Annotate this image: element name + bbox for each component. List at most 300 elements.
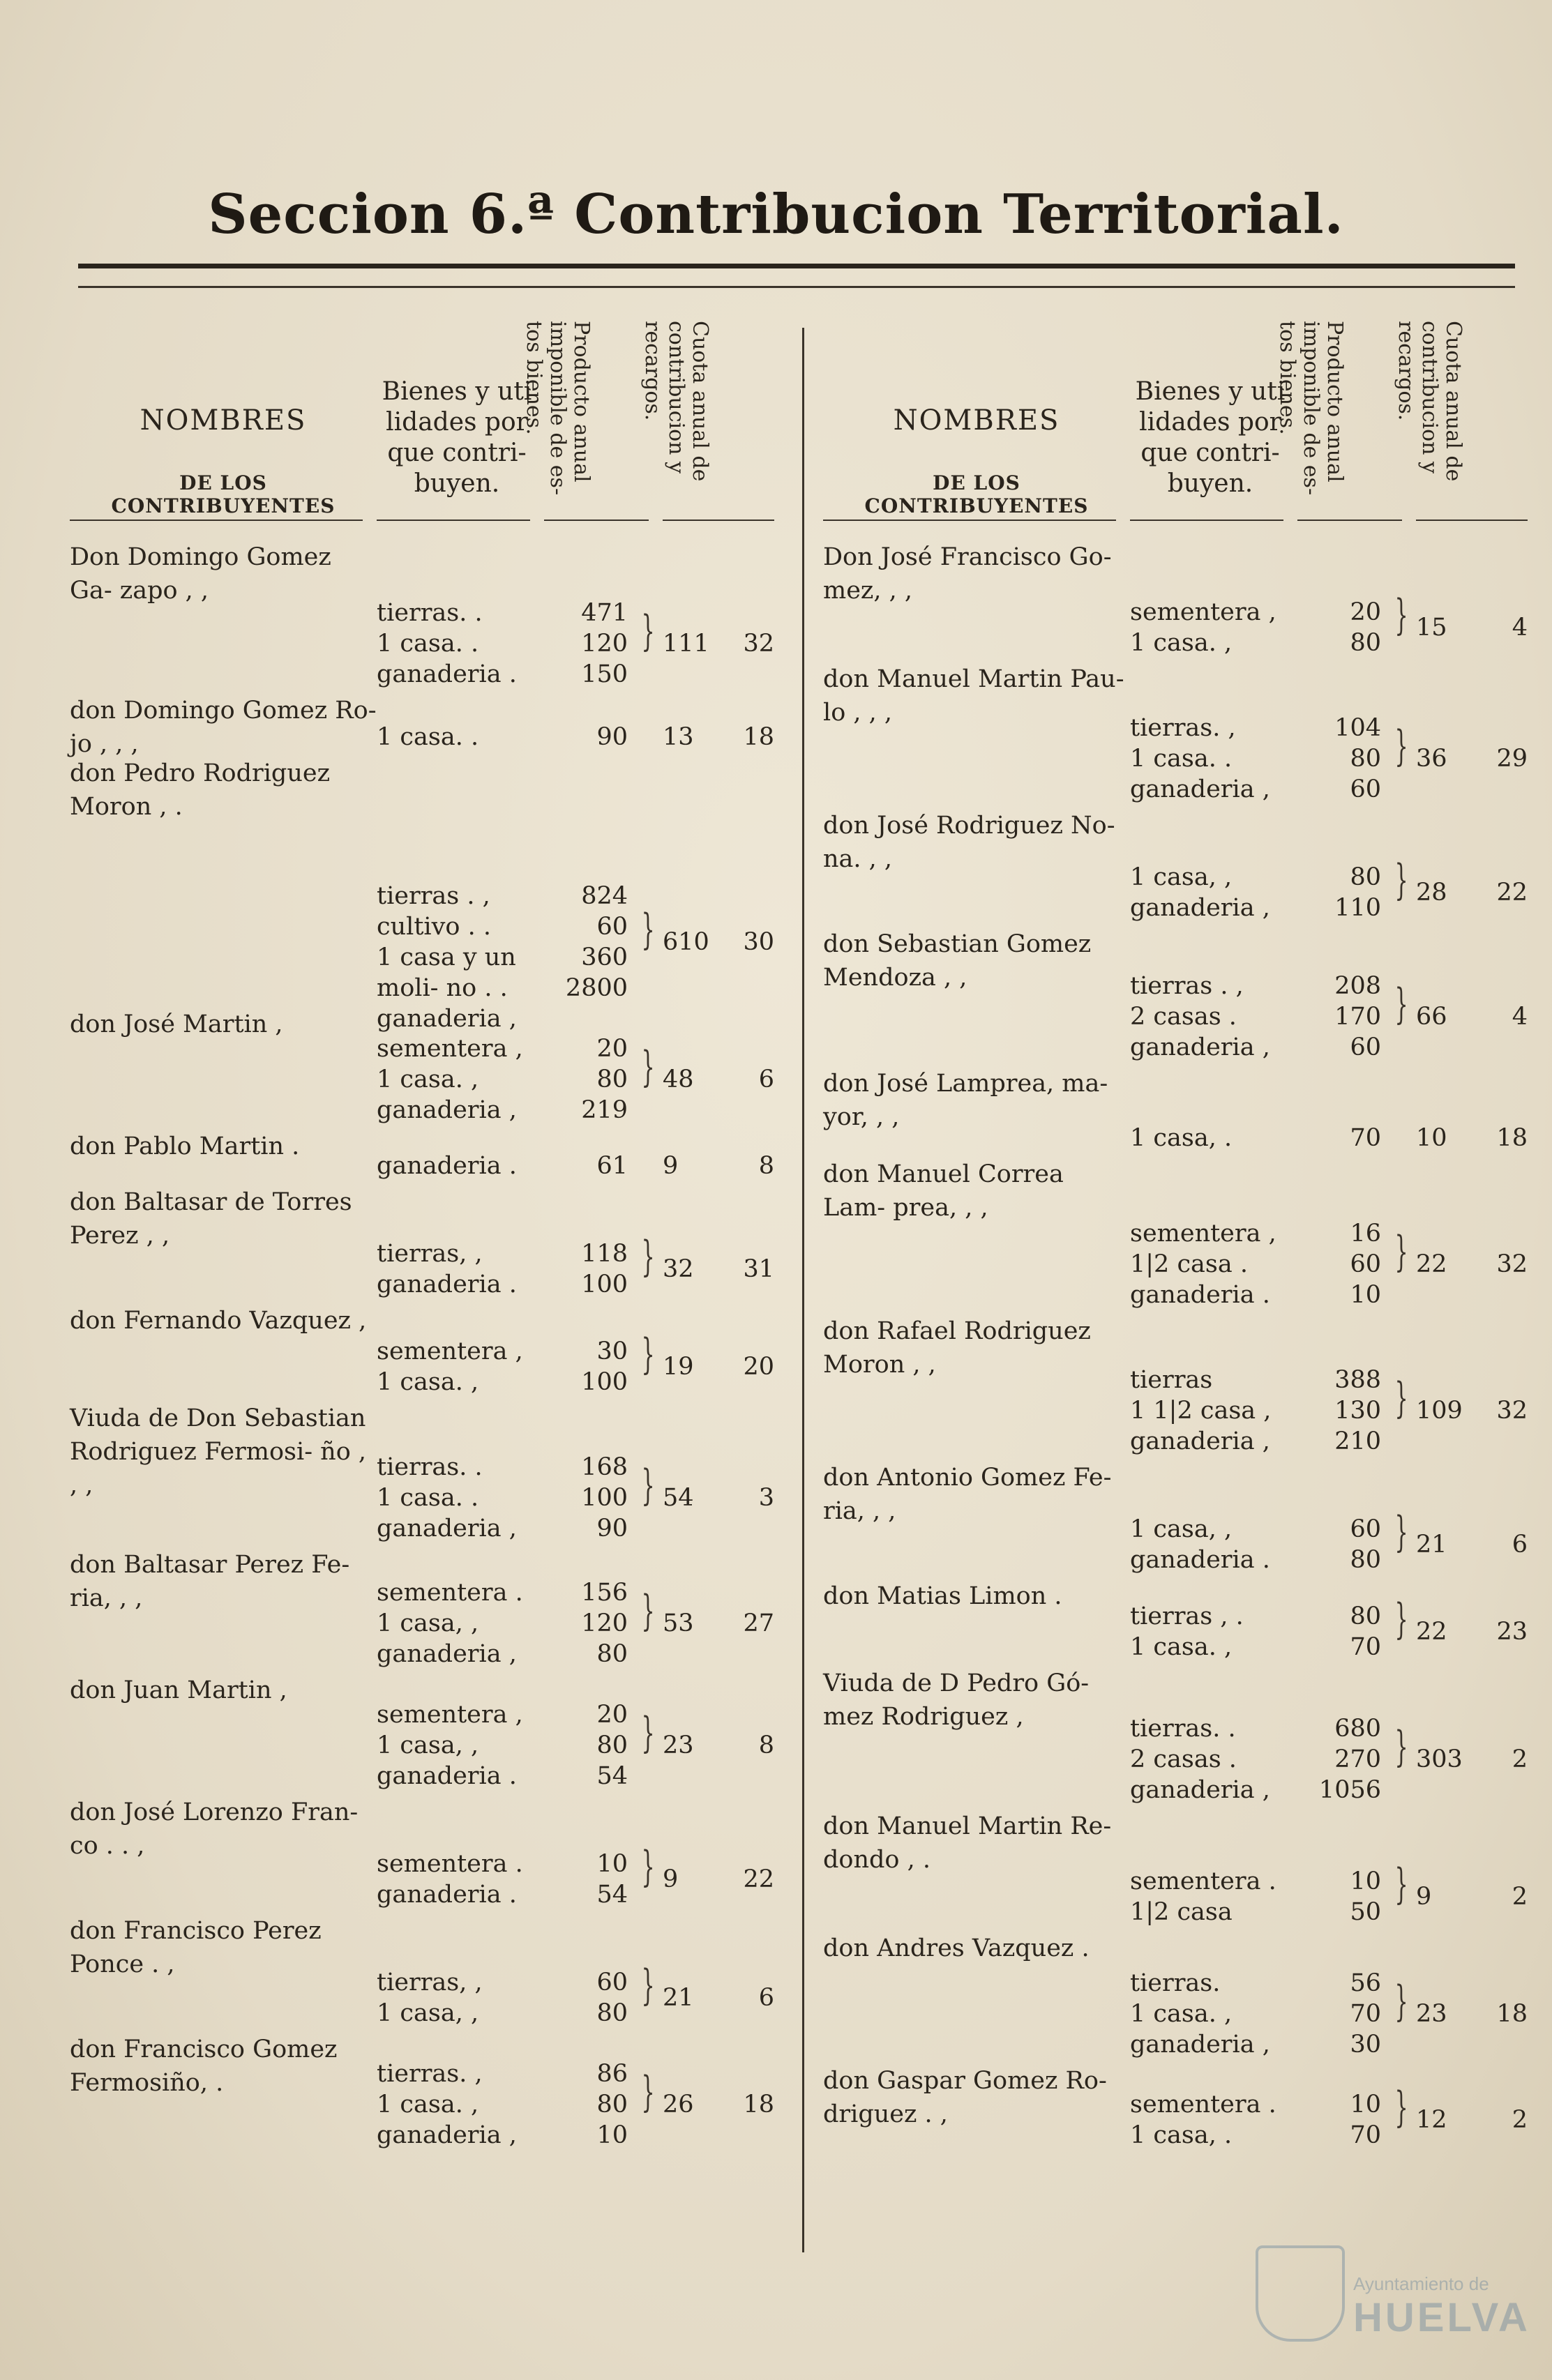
contributor-entry	[70, 2033, 781, 2155]
bienes-item: ganaderia .	[377, 1881, 517, 1909]
contributor-name: don Fernando Vazquez ,	[70, 1307, 367, 1335]
cuota-reales: 12	[1416, 2106, 1447, 2134]
bienes-item: 1|2 casa	[1130, 1898, 1233, 1926]
stamp-line2: HUELVA	[1353, 2295, 1530, 2340]
right-header	[823, 307, 1535, 540]
producto-value: 100	[581, 1271, 628, 1298]
bienes-list	[377, 1967, 530, 2029]
cuota-maravedis: 2	[1512, 1883, 1528, 1911]
names-header-subtitle: DE LOS CONTRIBUYENTES	[864, 471, 1089, 517]
producto-values	[1297, 862, 1381, 923]
cuota-reales: 26	[663, 2091, 694, 2118]
cuota-maravedis: 29	[1496, 745, 1528, 773]
producto-value: 30	[1350, 2031, 1381, 2059]
bienes-item: sementera .	[377, 1850, 523, 1878]
producto-values	[1297, 1866, 1381, 1927]
cuota-maravedis: 32	[743, 630, 774, 658]
bienes-list	[377, 598, 530, 690]
left-column	[70, 307, 781, 2155]
brace-icon: }	[1394, 1508, 1408, 1556]
producto-value: 168	[581, 1453, 628, 1481]
cuota-value	[663, 1483, 774, 1513]
header-rule	[823, 520, 1116, 521]
producto-value: 60	[1350, 1250, 1381, 1278]
bienes-header: Bienes y uti lidades por que contri- buyen.	[382, 377, 532, 498]
bienes-item: 1 casa, ,	[377, 1999, 479, 2027]
cuota-reales: 22	[1416, 1618, 1447, 1646]
cuota-maravedis: 8	[758, 1152, 774, 1180]
producto-value: 60	[596, 913, 628, 941]
bienes-item: ganaderia .	[1130, 1546, 1270, 1574]
brace-icon: }	[641, 1330, 655, 1379]
brace-icon: }	[1394, 2083, 1408, 2132]
producto-value: 70	[1350, 1124, 1381, 1152]
cuota-maravedis: 18	[1496, 1124, 1528, 1152]
producto-value: 20	[1350, 598, 1381, 626]
header-rule	[70, 520, 363, 521]
bienes-item: 1 casa. .	[377, 723, 479, 751]
contributor-entry	[823, 540, 1535, 662]
producto-value: 80	[1350, 1602, 1381, 1630]
bienes-item: ganaderia .	[377, 1271, 517, 1298]
producto-value: 130	[1334, 1397, 1381, 1425]
producto-value: 120	[581, 1609, 628, 1637]
header-rule	[544, 520, 649, 521]
cuota-reales: 109	[1416, 1397, 1463, 1425]
producto-values	[1297, 1713, 1381, 1805]
producto-values	[1297, 1514, 1381, 1575]
producto-value: 270	[1334, 1745, 1381, 1773]
brace-icon: }	[1394, 1860, 1408, 1909]
bienes-item: tierras . ,	[1130, 972, 1244, 1000]
bienes-item: tierras , .	[1130, 1602, 1244, 1630]
bienes-item: cultivo . .	[377, 913, 491, 941]
cuota-value	[1416, 1881, 1528, 1912]
bienes-list	[1130, 862, 1283, 923]
cuota-maravedis: 31	[743, 1255, 774, 1283]
bienes-item: tierras. ,	[1130, 714, 1236, 742]
producto-value: 10	[1350, 1281, 1381, 1309]
producto-value: 680	[1334, 1715, 1381, 1743]
bienes-item: 1 casa, .	[1130, 1124, 1233, 1152]
cuota-value	[663, 1351, 774, 1382]
brace-icon: }	[1394, 591, 1408, 639]
names-header	[70, 307, 377, 516]
producto-value: 208	[1334, 972, 1381, 1000]
bienes-item: 1 casa. ,	[1130, 1633, 1233, 1661]
cuota-reales: 66	[1416, 1003, 1447, 1031]
cuota-value	[1416, 1001, 1528, 1032]
bienes-item: 1 casa y un moli- no . .	[377, 943, 516, 1002]
cuota-reales: 28	[1416, 879, 1447, 907]
contributor-entry	[70, 694, 781, 757]
contributor-name: don Francisco Perez Ponce . ,	[70, 1917, 322, 1978]
bienes-list	[377, 1577, 530, 1669]
producto-value: 80	[596, 2091, 628, 2118]
right-entries	[823, 540, 1535, 2155]
bienes-item: 2 casas .	[1130, 1003, 1237, 1031]
contributor-name: don Rafael Rodriguez Moron , ,	[823, 1317, 1091, 1379]
producto-values	[544, 598, 628, 690]
producto-value: 54	[596, 1762, 628, 1790]
cuota-reales: 53	[663, 1609, 694, 1637]
producto-value: 90	[596, 723, 628, 751]
cuota-reales: 9	[663, 1865, 679, 1893]
cuota-value	[663, 1064, 774, 1095]
bienes-item: sementera .	[377, 1579, 523, 1607]
producto-header: Producto anual imponible de es- tos bienes.	[1275, 321, 1347, 496]
producto-value: 60	[1350, 1515, 1381, 1543]
bienes-list	[1130, 1713, 1283, 1805]
bienes-item: ganaderia ,	[377, 1005, 517, 1033]
producto-value: 80	[596, 1999, 628, 2027]
bienes-item: 1|2 casa .	[1130, 1250, 1249, 1278]
producto-value: 110	[1334, 894, 1381, 922]
cuota-reales: 13	[663, 723, 694, 751]
brace-icon: }	[1394, 1374, 1408, 1423]
brace-icon: }	[641, 1586, 655, 1635]
producto-value: 56	[1350, 1969, 1381, 1997]
bienes-item: sementera .	[1130, 2091, 1276, 2118]
header-rule	[1130, 520, 1283, 521]
bienes-list	[377, 1336, 530, 1397]
bienes-item: ganaderia ,	[1130, 775, 1270, 803]
bienes-item: sementera ,	[1130, 1220, 1276, 1248]
cuota-value	[1416, 743, 1528, 774]
bienes-item: sementera ,	[1130, 598, 1276, 626]
producto-values	[1297, 1218, 1381, 1310]
contributor-name: don Manuel Martin Re- dondo , .	[823, 1812, 1112, 1874]
producto-value: 70	[1350, 2000, 1381, 2028]
bienes-item: ganaderia .	[377, 1152, 517, 1180]
cuota-value	[663, 927, 774, 957]
bienes-item: sementera .	[1130, 1867, 1276, 1895]
cuota-reales: 23	[1416, 2000, 1447, 2028]
producto-values	[544, 1849, 628, 1910]
header-rule	[663, 520, 774, 521]
bienes-list	[1130, 713, 1283, 805]
contributor-entry	[70, 1914, 781, 2033]
names-header-subtitle: DE LOS CONTRIBUYENTES	[111, 471, 336, 517]
producto-value: 61	[596, 1152, 628, 1180]
producto-values	[544, 1452, 628, 1544]
cuota-reales: 9	[1416, 1883, 1432, 1911]
contributor-entry	[70, 1130, 781, 1185]
header-rule	[1297, 520, 1402, 521]
contributor-name: don José Rodriguez No- na. , ,	[823, 812, 1115, 873]
contributor-name: don Pablo Martin .	[70, 1132, 300, 1160]
cuota-maravedis: 8	[758, 1731, 774, 1759]
names-header	[823, 307, 1130, 516]
bienes-item: 1 casa, ,	[1130, 1515, 1233, 1543]
cuota-maravedis: 23	[1496, 1618, 1528, 1646]
top-rule	[78, 264, 1515, 268]
producto-value: 100	[581, 1484, 628, 1512]
bienes-item: 2 casas .	[1130, 1745, 1237, 1773]
cuota-reales: 48	[663, 1066, 694, 1093]
producto-value: 86	[596, 2060, 628, 2088]
cuota-header: Cuota anual de contribucion y recargos.	[1394, 321, 1466, 482]
cuota-value	[1416, 1395, 1528, 1426]
cuota-maravedis: 3	[758, 1484, 774, 1512]
bienes-item: ganaderia .	[377, 660, 517, 688]
bienes-list	[1130, 1866, 1283, 1927]
bienes-item: 1 casa, .	[1130, 2121, 1233, 2149]
cuota-reales: 23	[663, 1731, 694, 1759]
producto-values	[1297, 1365, 1381, 1457]
contributor-entry	[70, 1548, 781, 1674]
contributor-entry	[823, 1158, 1535, 1314]
cuota-reales: 10	[1416, 1124, 1447, 1152]
brace-icon: }	[1394, 856, 1408, 904]
bienes-item: ganaderia ,	[1130, 1033, 1270, 1061]
brace-icon: }	[1394, 1227, 1408, 1276]
bienes-list	[377, 1699, 530, 1791]
contributor-name: don Matias Limon .	[823, 1582, 1062, 1610]
bienes-header: Bienes y uti lidades por que contri- buyen.	[1135, 377, 1286, 498]
bienes-list	[1130, 1968, 1283, 2060]
cuota-header: Cuota anual de contribucion y recargos.	[640, 321, 712, 482]
cuota-value	[663, 628, 774, 659]
producto-values	[544, 1577, 628, 1669]
brace-icon: }	[1394, 1977, 1408, 2026]
contributor-entry	[70, 1185, 781, 1304]
producto-values	[1297, 1123, 1381, 1153]
producto-value: 10	[596, 2121, 628, 2149]
bienes-item: ganaderia ,	[377, 1640, 517, 1668]
contributor-entry	[823, 809, 1535, 927]
cuota-value	[1416, 1123, 1528, 1153]
cuota-maravedis: 2	[1512, 2106, 1528, 2134]
cuota-value	[663, 1730, 774, 1761]
contributor-name: Don José Francisco Go- mez, , ,	[823, 543, 1112, 605]
cuota-maravedis: 4	[1512, 614, 1528, 642]
producto-value: 70	[1350, 2121, 1381, 2149]
bienes-item: ganaderia ,	[377, 1515, 517, 1543]
brace-icon: }	[641, 2068, 655, 2116]
producto-values	[1297, 971, 1381, 1063]
cuota-reales: 21	[1416, 1531, 1447, 1559]
contributor-entry	[823, 1810, 1535, 1932]
contributor-entry	[823, 1461, 1535, 1579]
contributor-name: don Pedro Rodriguez Moron , .	[70, 759, 331, 821]
producto-values	[544, 1699, 628, 1791]
producto-values	[1297, 1968, 1381, 2060]
cuota-value	[1416, 1529, 1528, 1560]
bienes-item: 1 casa. ,	[1130, 2000, 1233, 2028]
producto-values	[1297, 597, 1381, 658]
producto-value: 10	[1350, 1867, 1381, 1895]
contributor-name: don Manuel Martin Pau- lo , , ,	[823, 665, 1124, 727]
contributor-name: don Antonio Gomez Fe- ria, , ,	[823, 1464, 1112, 1525]
contributor-entry	[70, 540, 781, 694]
bienes-list	[377, 1452, 530, 1544]
producto-value: 10	[1350, 2091, 1381, 2118]
bienes-item: ganaderia ,	[377, 2121, 517, 2149]
brace-icon: }	[641, 1842, 655, 1891]
bienes-item: sementera ,	[377, 1701, 523, 1729]
cuota-maravedis: 18	[1496, 2000, 1528, 2028]
producto-value: 824	[581, 882, 628, 910]
left-header	[70, 307, 781, 540]
producto-values	[544, 1967, 628, 2029]
bienes-item: ganaderia ,	[1130, 894, 1270, 922]
cuota-maravedis: 20	[743, 1353, 774, 1381]
bienes-item: sementera ,	[377, 1035, 523, 1063]
header-rule	[377, 520, 530, 521]
producto-value: 170	[1334, 1003, 1381, 1031]
bienes-item: sementera ,	[377, 1337, 523, 1365]
contributor-entry	[70, 1008, 781, 1130]
bienes-item: 1 casa, ,	[1130, 863, 1233, 891]
cuota-value	[663, 1608, 774, 1639]
contributor-name: don Francisco Gomez Fermosiño, .	[70, 2036, 338, 2097]
contributor-entry	[823, 1314, 1535, 1461]
producto-value: 60	[1350, 775, 1381, 803]
producto-values	[1297, 1601, 1381, 1662]
contributor-entry	[70, 1304, 781, 1402]
bienes-item: ganaderia .	[377, 1762, 517, 1790]
producto-value: 20	[596, 1035, 628, 1063]
producto-value: 90	[596, 1515, 628, 1543]
producto-values	[544, 2059, 628, 2151]
cuota-maravedis: 6	[1512, 1531, 1528, 1559]
left-entries	[70, 540, 781, 2155]
contributor-entry	[823, 662, 1535, 809]
cuota-value	[663, 1254, 774, 1284]
bienes-list	[377, 1849, 530, 1910]
cuota-maravedis: 22	[1496, 879, 1528, 907]
bienes-item: 1 casa. .	[1130, 745, 1233, 773]
producto-value: 120	[581, 630, 628, 658]
bienes-item: tierras . ,	[377, 882, 490, 910]
bienes-list	[1130, 1218, 1283, 1310]
archive-stamp	[1256, 2224, 1530, 2343]
bienes-item: ganaderia .	[1130, 1281, 1270, 1309]
bienes-item: 1 casa. ,	[377, 1066, 479, 1093]
producto-values	[544, 881, 628, 1003]
cuota-value	[663, 1864, 774, 1895]
bienes-list	[377, 1238, 530, 1300]
producto-values	[544, 1238, 628, 1300]
producto-value: 20	[596, 1701, 628, 1729]
bienes-item: 1 casa. ,	[1130, 629, 1233, 657]
bienes-list	[377, 722, 530, 752]
brace-icon: }	[641, 1461, 655, 1510]
producto-value: 118	[581, 1240, 628, 1268]
producto-value: 80	[1350, 745, 1381, 773]
bienes-list	[1130, 2089, 1283, 2151]
cuota-value	[1416, 1999, 1528, 2029]
bienes-item: ganaderia ,	[1130, 1776, 1270, 1804]
contributor-name: Viuda de D Pedro Gó- mez Rodriguez ,	[823, 1669, 1090, 1731]
bienes-list	[377, 2059, 530, 2151]
bienes-item: 1 casa. .	[377, 630, 479, 658]
contributor-entry	[70, 1402, 781, 1548]
cuota-maravedis: 18	[743, 2091, 774, 2118]
brace-icon: }	[641, 607, 655, 655]
cuota-value	[663, 722, 774, 752]
cuota-reales: 21	[663, 1984, 694, 2012]
cuota-maravedis: 22	[743, 1865, 774, 1893]
cuota-value	[663, 1983, 774, 2013]
contributor-name: don Baltasar de Torres Perez , ,	[70, 1188, 352, 1250]
cuota-reales: 22	[1416, 1250, 1447, 1278]
cuota-value	[1416, 2105, 1528, 2135]
bienes-item: tierras. .	[377, 599, 483, 627]
producto-value: 150	[581, 660, 628, 688]
bienes-item: 1 casa. ,	[377, 1368, 479, 1396]
bienes-item: ganaderia ,	[377, 1096, 517, 1124]
bienes-list	[1130, 597, 1283, 658]
producto-value: 16	[1350, 1220, 1381, 1248]
cuota-maravedis: 30	[743, 928, 774, 956]
bienes-item: 1 casa, ,	[377, 1731, 479, 1759]
contributor-name: don Baltasar Perez Fe- ria, , ,	[70, 1551, 350, 1612]
stamp-line1: Ayuntamiento de	[1353, 2273, 1489, 2294]
cuota-value	[1416, 1616, 1528, 1647]
producto-value: 70	[1350, 1633, 1381, 1661]
cuota-maravedis: 32	[1496, 1250, 1528, 1278]
bienes-item: tierras	[1130, 1366, 1213, 1394]
bienes-item: 1 1|2 casa ,	[1130, 1397, 1272, 1425]
producto-values	[1297, 713, 1381, 805]
cuota-value	[663, 2089, 774, 2120]
producto-value: 80	[1350, 1546, 1381, 1574]
contributor-entry	[823, 1579, 1535, 1667]
contributor-name: don Manuel Correa Lam- prea, , ,	[823, 1160, 1064, 1222]
bienes-list	[1130, 1514, 1283, 1575]
brace-icon: }	[641, 1043, 655, 1091]
producto-value: 219	[581, 1096, 628, 1124]
producto-value: 80	[596, 1640, 628, 1668]
cuota-reales: 303	[1416, 1745, 1463, 1773]
contributor-entry	[823, 1667, 1535, 1810]
producto-values	[1297, 2089, 1381, 2151]
names-header-title: NOMBRES	[140, 404, 307, 437]
producto-header: Producto anual imponible de es- tos bienes.	[522, 321, 594, 496]
brace-icon: }	[1394, 722, 1408, 771]
bienes-item: tierras, ,	[377, 1969, 483, 1996]
producto-value: 80	[596, 1066, 628, 1093]
contributor-name: don José Lamprea, ma- yor, , ,	[823, 1070, 1108, 1131]
contributor-name: don Juan Martin ,	[70, 1676, 287, 1704]
cuota-maravedis: 27	[743, 1609, 774, 1637]
cuota-maravedis: 32	[1496, 1397, 1528, 1425]
producto-value: 471	[581, 599, 628, 627]
contributor-name: don Andres Vazquez .	[823, 1934, 1090, 1962]
producto-value: 1056	[1318, 1776, 1381, 1804]
page-title: Seccion 6.ª Contribucion Territorial.	[208, 183, 1344, 246]
bienes-item: ganaderia ,	[1130, 1427, 1270, 1455]
contributor-name: don José Martin ,	[70, 1010, 283, 1038]
top-rule-thin	[78, 286, 1515, 288]
bienes-list	[377, 1151, 530, 1181]
names-header-title: NOMBRES	[893, 404, 1060, 437]
contributor-entry	[70, 1796, 781, 1914]
cuota-value	[663, 1151, 774, 1181]
cuota-reales: 32	[663, 1255, 694, 1283]
producto-value: 100	[581, 1368, 628, 1396]
cuota-value	[1416, 612, 1528, 643]
brace-icon: }	[641, 1961, 655, 2010]
cuota-maravedis: 4	[1512, 1003, 1528, 1031]
bienes-item: tierras, ,	[377, 1240, 483, 1268]
bienes-item: tierras. .	[377, 1453, 483, 1481]
bienes-item: 1 casa. .	[377, 1484, 479, 1512]
contributor-name: don Domingo Gomez Ro- jo , , ,	[70, 697, 377, 758]
producto-value: 60	[596, 1969, 628, 1996]
